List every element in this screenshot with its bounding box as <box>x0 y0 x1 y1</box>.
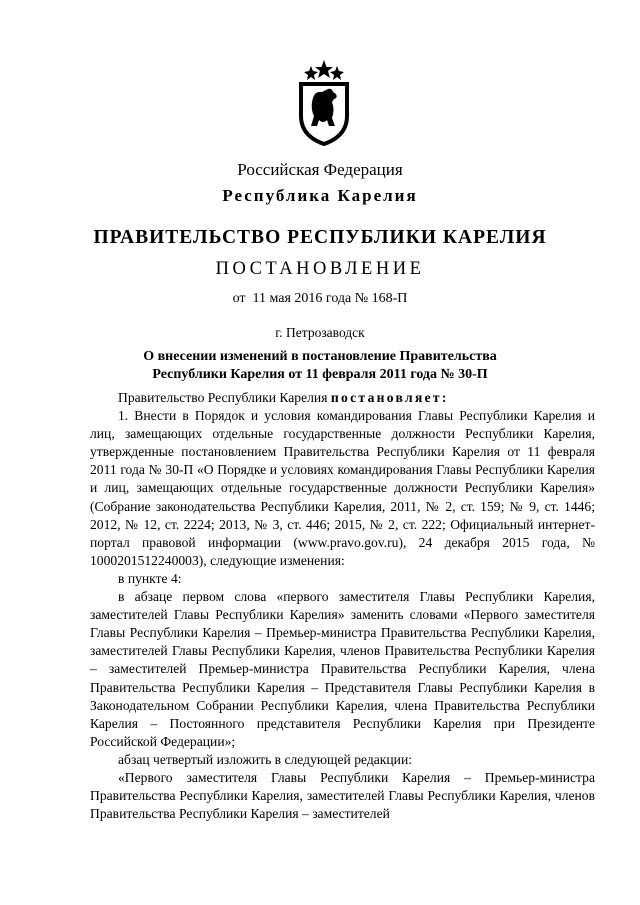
document-city: г. Петрозаводск <box>275 325 365 340</box>
subject-line-1: О внесении изменений в постановление Правительства <box>143 349 497 364</box>
intro-prefix: Правительство Республики Карелия <box>118 390 331 405</box>
paragraph-1: 1. Внести в Порядок и условия командирования Главы Республики Карелия и лиц, замещающих отдельные государственные должности Республики Карелия, утвержденные постановлением Правительства Республики Карелия от 11 февраля 2011 года № 30-П «О Порядке и условиях командирования Главы Республики Карелия и лиц, замещающих отдельные государственные должности Республики Карелия» (Собрание законодательства Республики Карелия, 2011, № 2, ст. 159; № 9, ст. 1446; 2012, № 12, ст. 2224; 2013, № 3, ст. 446; 2015, № 2, ст. 222; Официальный интернет-портал правовой информации (www.pravo.gov.ru), 24 декабря 2015 года, № 1000201512240003), следующие изменения: <box>90 408 595 568</box>
document-type: ПОСТАНОВЛЕНИЕ <box>215 259 425 279</box>
resolves-keyword: постановляет: <box>330 390 449 405</box>
document-subject <box>0 348 640 384</box>
document-date: от 11 мая 2016 года № 168-П <box>232 291 408 306</box>
paragraph-4: абзац четвертый изложить в следующей редакции: <box>118 751 413 767</box>
paragraph-3: в абзаце первом слова «первого заместителя Главы Республики Карелия, заместителей Главы Республики Карелия» заменить словами «Первого заместителя Главы Республики Карелия – Премьер-министра Правительства Республики Карелия, заместителей Главы Республики Карелия, членов Правительства Республики Карелия – заместителей Премьер-министра Правительства Республики Карелия, члена Правительства Республики Карелия – Представителя Главы Республики Карелия в Законодательном Собрании Республики Карелия, члена Правительства Республики Карелия – Постоянного представителя Республики Карелия при Президенте Российской Федерации»; <box>90 589 595 749</box>
paragraph-5: «Первого заместителя Главы Республики Карелия – Премьер-министра Правительства Республики Карелия, заместителей Главы Республики Карелия, членов Правительства Республики Карелия – заместителей <box>90 769 595 822</box>
paragraph-2: в пункте 4: <box>118 570 182 586</box>
country-name: Российская Федерация <box>237 160 403 179</box>
government-title: ПРАВИТЕЛЬСТВО РЕСПУБЛИКИ КАРЕЛИЯ <box>93 227 547 248</box>
document-body <box>90 389 595 823</box>
coat-of-arms-emblem <box>295 58 353 146</box>
republic-name: Республика Карелия <box>222 186 418 205</box>
subject-line-2: Республики Карелия от 11 февраля 2011 года № 30-П <box>152 367 488 382</box>
intro-paragraph <box>90 389 595 407</box>
